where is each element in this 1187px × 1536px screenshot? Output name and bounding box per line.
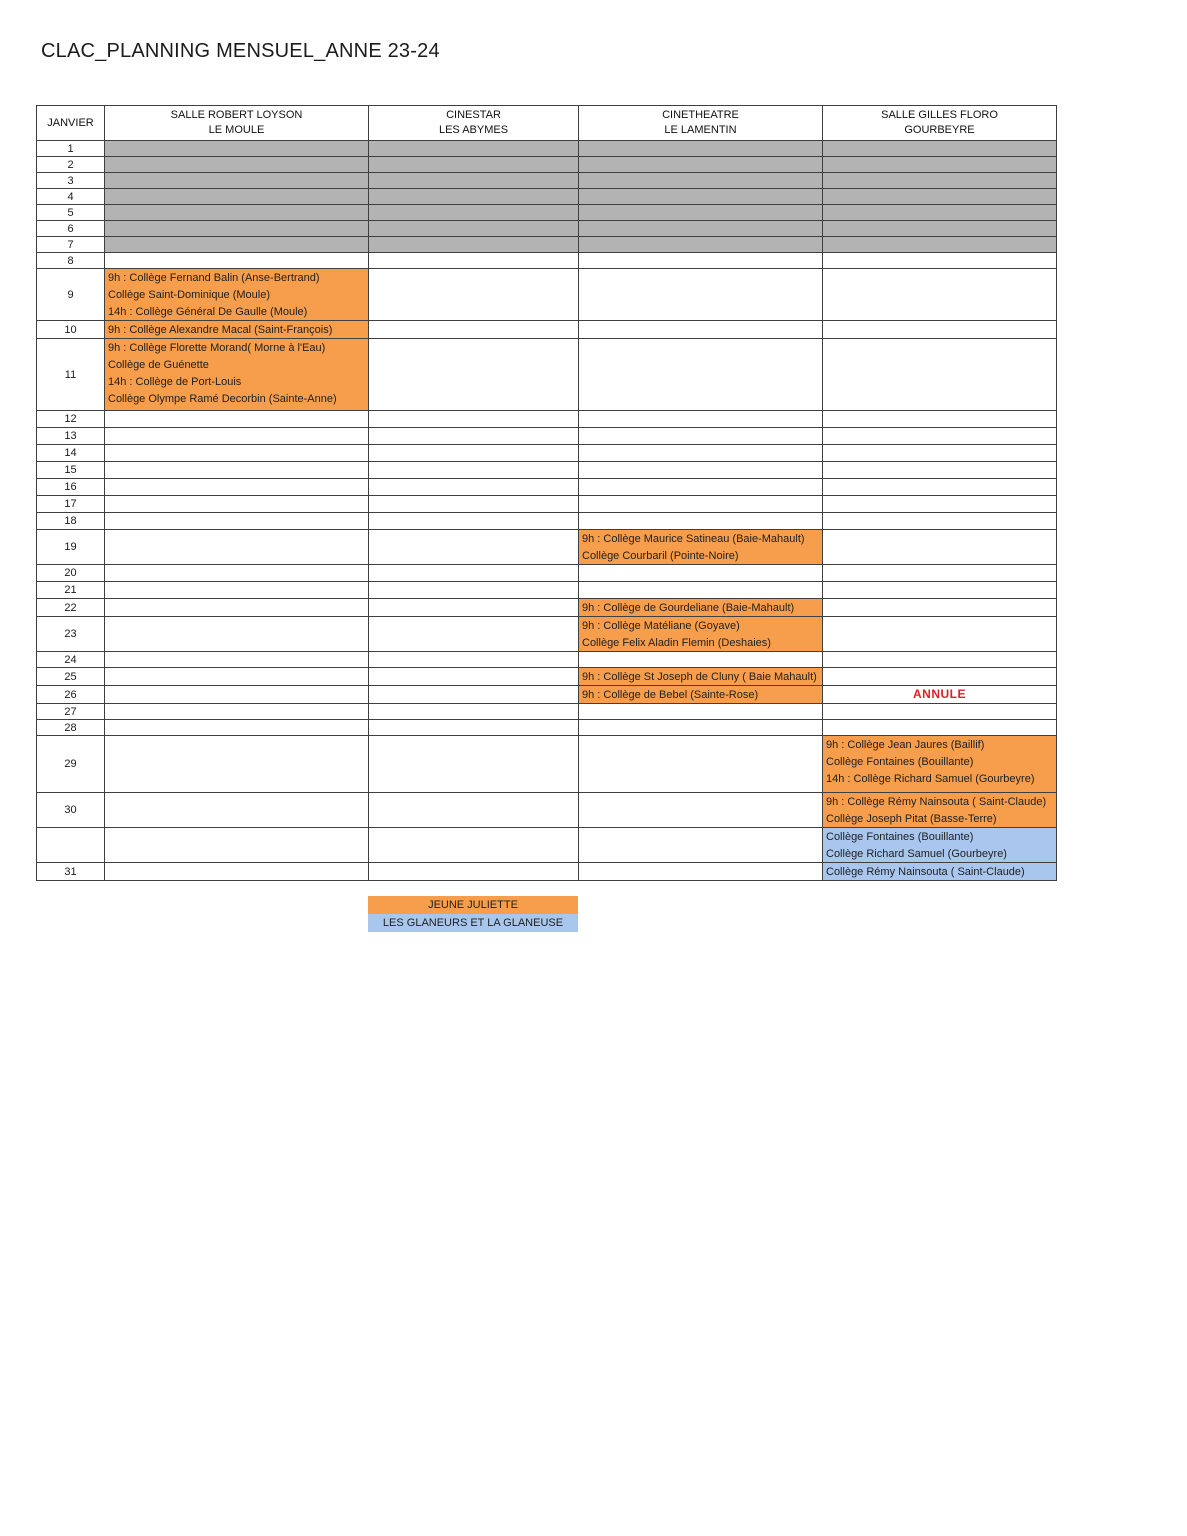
day-number: 7	[37, 237, 105, 253]
planning-table	[36, 105, 1057, 881]
event-line: Collège Richard Samuel (Gourbeyre)	[826, 848, 1007, 860]
venue-cell	[823, 205, 1057, 221]
venue-cell	[579, 599, 823, 617]
venue-cell	[823, 565, 1057, 582]
venue-cell	[369, 141, 579, 157]
event-line: 9h : Collège Jean Jaures (Baillif)	[826, 739, 985, 751]
event-line: Collège Felix Aladin Flemin (Deshaies)	[582, 637, 771, 649]
calendar-row	[37, 237, 1057, 253]
venue-cell	[823, 704, 1057, 720]
day-number: 13	[37, 428, 105, 445]
day-number: 8	[37, 253, 105, 269]
venue-cell	[823, 617, 1057, 652]
venue-cell	[105, 828, 369, 863]
header-row	[37, 106, 1057, 141]
day-number: 2	[37, 157, 105, 173]
venue-cell	[105, 205, 369, 221]
venue-cell	[823, 652, 1057, 668]
event-line: 9h : Collège Florette Morand( Morne à l'Eau)	[108, 342, 326, 354]
venue-cell	[823, 339, 1057, 411]
venue-cell	[579, 205, 823, 221]
venue-cell	[105, 617, 369, 652]
calendar-row	[37, 863, 1057, 881]
calendar-row	[37, 339, 1057, 411]
day-number: 18	[37, 513, 105, 530]
calendar-row	[37, 428, 1057, 445]
venue-city: LE LAMENTIN	[664, 124, 737, 136]
venue-cell	[579, 269, 823, 321]
venue-cell	[579, 720, 823, 736]
venue-cell	[823, 863, 1057, 881]
venue-cell	[369, 720, 579, 736]
venue-cell	[579, 173, 823, 189]
venue-cell	[579, 828, 823, 863]
venue-cell	[579, 668, 823, 686]
venue-cell	[369, 617, 579, 652]
day-number: 22	[37, 599, 105, 617]
day-number: 10	[37, 321, 105, 339]
venue-cell	[105, 793, 369, 828]
venue-cell	[105, 530, 369, 565]
calendar-row	[37, 141, 1057, 157]
venue-name: SALLE GILLES FLORO	[881, 109, 998, 121]
venue-cell	[579, 428, 823, 445]
calendar-row	[37, 189, 1057, 205]
calendar-row	[37, 617, 1057, 652]
page-title: CLAC_PLANNING MENSUEL_ANNE 23-24	[41, 40, 440, 62]
venue-cell	[105, 496, 369, 513]
event-line: 9h : Collège Maurice Satineau (Baie-Mahault)	[582, 533, 805, 545]
venue-cell	[369, 479, 579, 496]
venue-cell	[823, 530, 1057, 565]
calendar-row	[37, 582, 1057, 599]
day-number: 1	[37, 141, 105, 157]
venue-cell	[369, 339, 579, 411]
venue-cell	[823, 668, 1057, 686]
venue-header-salle-robert-loyson	[105, 106, 369, 141]
venue-cell	[579, 736, 823, 793]
venue-cell	[579, 530, 823, 565]
day-number: 14	[37, 445, 105, 462]
calendar-row	[37, 321, 1057, 339]
venue-cell	[105, 720, 369, 736]
calendar-row	[37, 668, 1057, 686]
day-number: 21	[37, 582, 105, 599]
day-number: 29	[37, 736, 105, 793]
venue-cell	[369, 321, 579, 339]
event-line: Collège Saint-Dominique (Moule)	[108, 289, 271, 301]
venue-cell	[579, 582, 823, 599]
venue-cell	[105, 411, 369, 428]
venue-cell	[369, 652, 579, 668]
venue-cell	[823, 793, 1057, 828]
venue-cell	[369, 668, 579, 686]
day-number: 20	[37, 565, 105, 582]
calendar-row	[37, 479, 1057, 496]
venue-cell	[369, 157, 579, 173]
venue-cell	[823, 141, 1057, 157]
calendar-row	[37, 253, 1057, 269]
day-number: 30	[37, 793, 105, 828]
venue-cell	[105, 462, 369, 479]
month-header: JANVIER	[37, 106, 105, 141]
venue-cell	[369, 513, 579, 530]
venue-cell	[579, 253, 823, 269]
calendar-row	[37, 496, 1057, 513]
event-line: 9h : Collège Matéliane (Goyave)	[582, 620, 740, 632]
venue-header-cinestar	[369, 106, 579, 141]
calendar-row	[37, 599, 1057, 617]
venue-cell	[579, 411, 823, 428]
event-line: Collège de Guénette	[108, 359, 209, 371]
venue-cell	[105, 269, 369, 321]
venue-cell	[579, 339, 823, 411]
venue-cell	[369, 704, 579, 720]
venue-cell	[823, 189, 1057, 205]
event-line: 9h : Collège St Joseph de Cluny ( Baie Mahault)	[582, 671, 817, 683]
venue-cell	[369, 411, 579, 428]
venue-cell	[369, 221, 579, 237]
venue-name: CINESTAR	[446, 109, 501, 121]
venue-cell	[579, 686, 823, 704]
venue-cell	[579, 445, 823, 462]
venue-cell	[579, 513, 823, 530]
venue-cell	[823, 828, 1057, 863]
event-line: Collège Joseph Pitat (Basse-Terre)	[826, 813, 997, 825]
day-number: 11	[37, 339, 105, 411]
venue-cell	[823, 513, 1057, 530]
calendar-row	[37, 565, 1057, 582]
event-line: Collège Fontaines (Bouillante)	[826, 831, 974, 843]
venue-cell	[369, 205, 579, 221]
day-number: 28	[37, 720, 105, 736]
venue-cell	[105, 565, 369, 582]
calendar-row	[37, 720, 1057, 736]
venue-cell	[823, 686, 1057, 704]
venue-cell	[105, 189, 369, 205]
venue-cell	[105, 221, 369, 237]
day-number: 23	[37, 617, 105, 652]
venue-cell	[369, 686, 579, 704]
venue-cell	[105, 704, 369, 720]
venue-cell	[579, 221, 823, 237]
event-line: 9h : Collège Alexandre Macal (Saint-François)	[108, 324, 333, 336]
venue-cell	[369, 496, 579, 513]
event-line: 9h : Collège de Bebel (Sainte-Rose)	[582, 689, 759, 701]
day-number: 25	[37, 668, 105, 686]
venue-cell	[105, 237, 369, 253]
venue-cell	[369, 189, 579, 205]
venue-cell	[823, 321, 1057, 339]
calendar-row	[37, 221, 1057, 237]
day-number: 26	[37, 686, 105, 704]
venue-city: LE MOULE	[208, 124, 265, 136]
event-line: 14h : Collège Général De Gaulle (Moule)	[108, 306, 308, 318]
venue-cell	[369, 582, 579, 599]
venue-cell	[823, 173, 1057, 189]
venue-cell	[579, 704, 823, 720]
day-number: 4	[37, 189, 105, 205]
day-number: 16	[37, 479, 105, 496]
venue-cell	[579, 189, 823, 205]
venue-cell	[369, 863, 579, 881]
venue-cell	[369, 530, 579, 565]
calendar-row	[37, 828, 1057, 863]
venue-cell	[579, 565, 823, 582]
venue-cell	[823, 269, 1057, 321]
calendar-row	[37, 173, 1057, 189]
venue-cell	[105, 445, 369, 462]
venue-cell	[579, 141, 823, 157]
venue-city: LES ABYMES	[438, 124, 509, 136]
venue-cell	[823, 428, 1057, 445]
venue-cell	[823, 221, 1057, 237]
venue-cell	[823, 496, 1057, 513]
day-number: 17	[37, 496, 105, 513]
venue-cell	[579, 157, 823, 173]
venue-cell	[823, 736, 1057, 793]
calendar-row	[37, 736, 1057, 793]
venue-cell	[105, 599, 369, 617]
venue-cell	[369, 445, 579, 462]
day-number: 9	[37, 269, 105, 321]
calendar-row	[37, 704, 1057, 720]
legend-item: LES GLANEURS ET LA GLANEUSE	[368, 914, 578, 932]
venue-cell	[823, 237, 1057, 253]
venue-cell	[369, 793, 579, 828]
calendar-row	[37, 269, 1057, 321]
day-number: 24	[37, 652, 105, 668]
day-number: 6	[37, 221, 105, 237]
venue-cell	[579, 793, 823, 828]
venue-cell	[369, 599, 579, 617]
venue-cell	[579, 321, 823, 339]
venue-cell	[105, 736, 369, 793]
annule-label: ANNULE	[913, 687, 966, 701]
venue-cell	[369, 428, 579, 445]
venue-cell	[369, 237, 579, 253]
venue-name: SALLE ROBERT LOYSON	[170, 109, 303, 121]
event-line: 9h : Collège Rémy Nainsouta ( Saint-Claude)	[826, 796, 1047, 808]
calendar-row	[37, 652, 1057, 668]
calendar-row	[37, 793, 1057, 828]
calendar-row	[37, 445, 1057, 462]
venue-cell	[823, 253, 1057, 269]
event-line: Collège Courbaril (Pointe-Noire)	[582, 550, 739, 562]
venue-cell	[823, 445, 1057, 462]
day-number: 19	[37, 530, 105, 565]
venue-cell	[369, 269, 579, 321]
calendar-row	[37, 462, 1057, 479]
venue-cell	[823, 582, 1057, 599]
venue-cell	[369, 565, 579, 582]
venue-cell	[579, 237, 823, 253]
venue-cell	[105, 253, 369, 269]
event-line: 14h : Collège Richard Samuel (Gourbeyre)	[826, 773, 1035, 785]
venue-header-cinetheatre	[579, 106, 823, 141]
venue-cell	[105, 141, 369, 157]
venue-cell	[579, 479, 823, 496]
day-number: 3	[37, 173, 105, 189]
venue-cell	[105, 582, 369, 599]
calendar-row	[37, 205, 1057, 221]
day-number: 15	[37, 462, 105, 479]
event-line: Collège Olympe Ramé Decorbin (Sainte-Anne)	[108, 393, 337, 405]
venue-cell	[823, 720, 1057, 736]
venue-cell	[105, 339, 369, 411]
day-number: 31	[37, 863, 105, 881]
venue-cell	[105, 668, 369, 686]
venue-cell	[579, 617, 823, 652]
venue-cell	[105, 863, 369, 881]
venue-cell	[369, 253, 579, 269]
venue-cell	[105, 428, 369, 445]
day-number: 5	[37, 205, 105, 221]
calendar-row	[37, 157, 1057, 173]
venue-cell	[369, 462, 579, 479]
event-line: Collège Fontaines (Bouillante)	[826, 756, 974, 768]
calendar-row	[37, 411, 1057, 428]
event-line: 9h : Collège de Gourdeliane (Baie-Mahault)	[582, 602, 795, 614]
venue-cell	[105, 173, 369, 189]
venue-cell	[823, 599, 1057, 617]
venue-header-salle-gilles-floro	[823, 106, 1057, 141]
venue-cell	[369, 173, 579, 189]
venue-cell	[579, 496, 823, 513]
venue-cell	[579, 863, 823, 881]
venue-cell	[579, 462, 823, 479]
venue-cell	[105, 479, 369, 496]
venue-cell	[823, 479, 1057, 496]
legend	[368, 896, 578, 932]
venue-cell	[105, 321, 369, 339]
venue-cell	[105, 513, 369, 530]
legend-item: JEUNE JULIETTE	[368, 896, 578, 914]
venue-cell	[369, 736, 579, 793]
event-line: 9h : Collège Fernand Balin (Anse-Bertrand)	[108, 272, 320, 284]
day-number	[37, 828, 105, 863]
event-line: Collège Rémy Nainsouta ( Saint-Claude)	[826, 866, 1025, 878]
venue-cell	[105, 157, 369, 173]
event-line: 14h : Collège de Port-Louis	[108, 376, 242, 388]
day-number: 12	[37, 411, 105, 428]
venue-cell	[823, 411, 1057, 428]
calendar-row	[37, 530, 1057, 565]
venue-cell	[369, 828, 579, 863]
calendar-row	[37, 686, 1057, 704]
calendar-row	[37, 513, 1057, 530]
venue-cell	[823, 157, 1057, 173]
day-number: 27	[37, 704, 105, 720]
venue-cell	[105, 652, 369, 668]
venue-city: GOURBEYRE	[904, 124, 975, 136]
venue-cell	[579, 652, 823, 668]
venue-name: CINETHEATRE	[662, 109, 739, 121]
venue-cell	[105, 686, 369, 704]
venue-cell	[823, 462, 1057, 479]
